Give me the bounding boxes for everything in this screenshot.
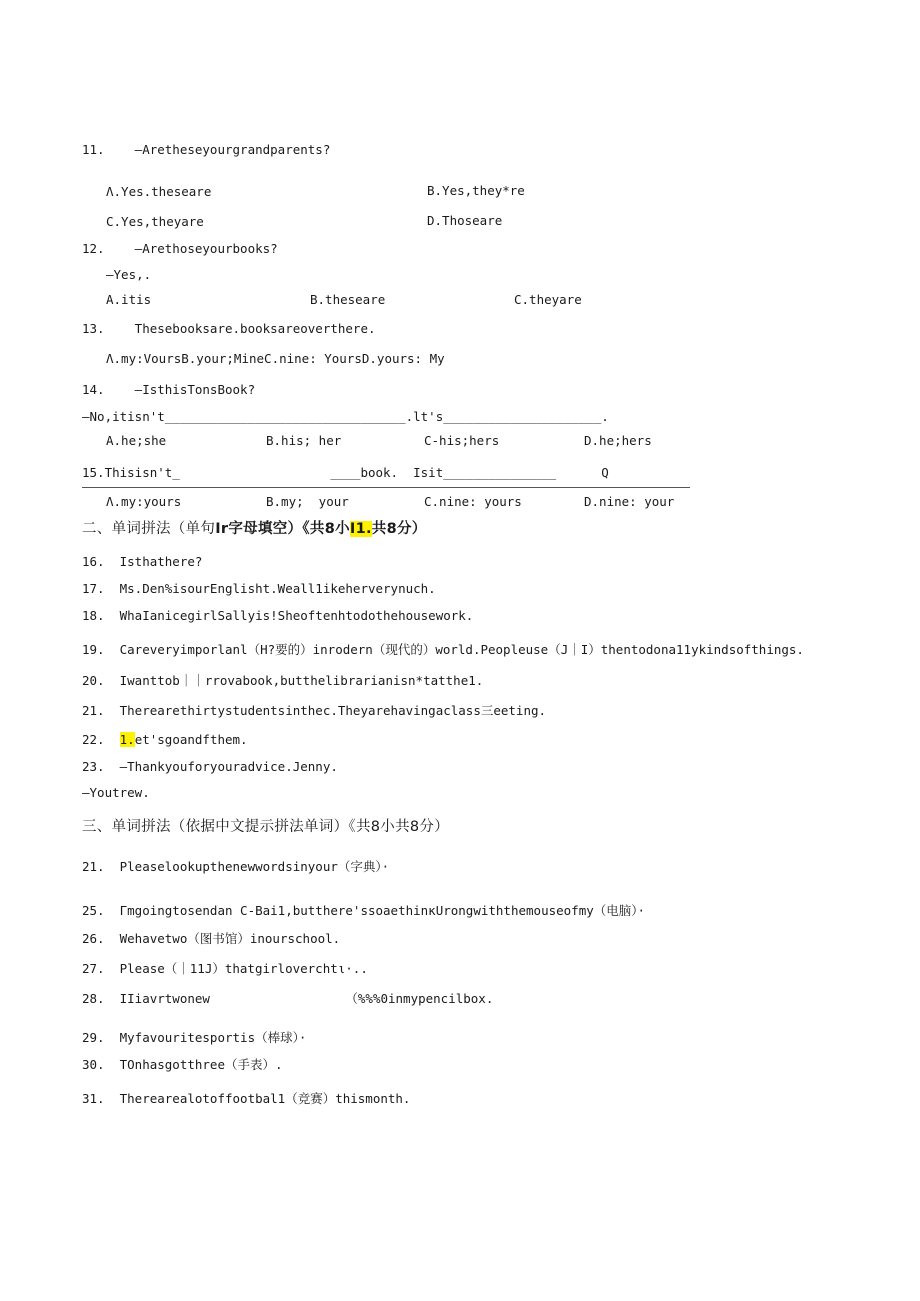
question-12-option-b: B.theseare bbox=[310, 292, 386, 307]
question-22 bbox=[82, 732, 248, 748]
question-22-highlight: 1. bbox=[119, 732, 135, 747]
question-22-number: 22. bbox=[82, 732, 120, 747]
question-11-option-d: D.Thoseare bbox=[427, 213, 503, 228]
question-21: 21. Therearethirtystudentsinthec.Theyarehavingaclass三eeting. bbox=[82, 703, 547, 718]
question-16: 16. Isthathere? bbox=[82, 554, 203, 569]
question-14-option-a: A.he;she bbox=[106, 433, 167, 448]
question-11-stem: 11. —Aretheseyourgrandparents? bbox=[82, 142, 331, 157]
question-15-option-b: B.my; your bbox=[266, 494, 349, 509]
divider-line bbox=[82, 487, 690, 488]
question-14-option-b: B.his; her bbox=[266, 433, 342, 448]
question-15-option-c: C.nine: yours bbox=[424, 494, 522, 509]
section-2-heading bbox=[82, 520, 427, 538]
question-11-option-c: C.Yes,theyare bbox=[106, 214, 204, 229]
question-28: 28. IIiavrtwonew （%%%0inmypencilbox. bbox=[82, 991, 494, 1006]
question-24: 21. Pleaselookupthenewwordsinyour（字典）· bbox=[82, 859, 390, 874]
question-15-stem: 15.Thisisn't_ ____book. Isit_______________ Q bbox=[82, 465, 609, 480]
section-2-heading-mid: Ir字母填空）《共8小 bbox=[215, 521, 350, 537]
question-15-option-a: Λ.my:yours bbox=[106, 494, 182, 509]
question-15-option-d: D.nine: your bbox=[584, 494, 675, 509]
question-13-stem: 13. Thesebooksare.booksareoverthere. bbox=[82, 321, 376, 336]
question-12-option-c: C.theyare bbox=[514, 292, 582, 307]
question-22-text: et'sgoandfthem. bbox=[134, 732, 248, 747]
question-11-option-b: B.Yes,they*re bbox=[427, 183, 525, 198]
section-2-heading-suffix: 共8分） bbox=[371, 521, 427, 537]
question-31: 31. Therearealotoffootbal1（竞赛）thismonth. bbox=[82, 1091, 411, 1106]
question-12-reply: —Yes,. bbox=[106, 267, 152, 282]
question-12-stem: 12. —Arethoseyourbooks? bbox=[82, 241, 278, 256]
question-20: 20. Iwanttob｜｜rrovabook,butthelibrarianisn*tatthe1. bbox=[82, 673, 484, 688]
question-30: 30. TOnhasgotthree（手表）. bbox=[82, 1057, 283, 1072]
question-23: 23. —Thankyouforyouradvice.Jenny. bbox=[82, 759, 338, 774]
question-26: 26. Wehavetwo（图书馆）inourschool. bbox=[82, 931, 341, 946]
question-17: 17. Ms.Den%isourEnglisht.Weall1ikeherverynuch. bbox=[82, 581, 436, 596]
question-18: 18. WhaIanicegirlSallyis!Sheoftenhtodothehousework. bbox=[82, 608, 474, 623]
question-14-option-d: D.he;hers bbox=[584, 433, 652, 448]
question-14-reply: —No,itisn't________________________________.lt's_____________________. bbox=[82, 409, 609, 424]
question-29: 29. Myfavouritesportis（棒球）· bbox=[82, 1030, 307, 1045]
question-12-option-a: A.itis bbox=[106, 292, 152, 307]
question-19: 19. Careveryimporlanl（H?要的）inrodern（现代的）world.Peopleuse（J｜I）thentodona11ykindsofthings. bbox=[82, 642, 804, 657]
question-14-option-c: C-his;hers bbox=[424, 433, 500, 448]
section-2-highlight: I1. bbox=[349, 521, 372, 537]
question-11-option-a: Λ.Yes.theseare bbox=[106, 184, 212, 199]
question-13-options: Λ.my:VoursB.your;MineC.nine: YoursD.yours: My bbox=[106, 351, 445, 366]
question-14-stem: 14. —IsthisTonsBook? bbox=[82, 382, 256, 397]
section-3-heading: 三、单词拼法（依据中文提示拼法单词）《共8小共8分） bbox=[82, 819, 449, 835]
question-23-reply: —Youtrew. bbox=[82, 785, 150, 800]
section-2-heading-prefix: 二、单词拼法（单句 bbox=[82, 521, 216, 537]
question-25: 25. Γmgoingtosendan C-Bai1,butthere'ssoaethinκUrongwiththemouseofmy（电脑）· bbox=[82, 903, 646, 918]
question-27: 27. Please（｜11J）thatgirloverchtι·.. bbox=[82, 961, 368, 976]
